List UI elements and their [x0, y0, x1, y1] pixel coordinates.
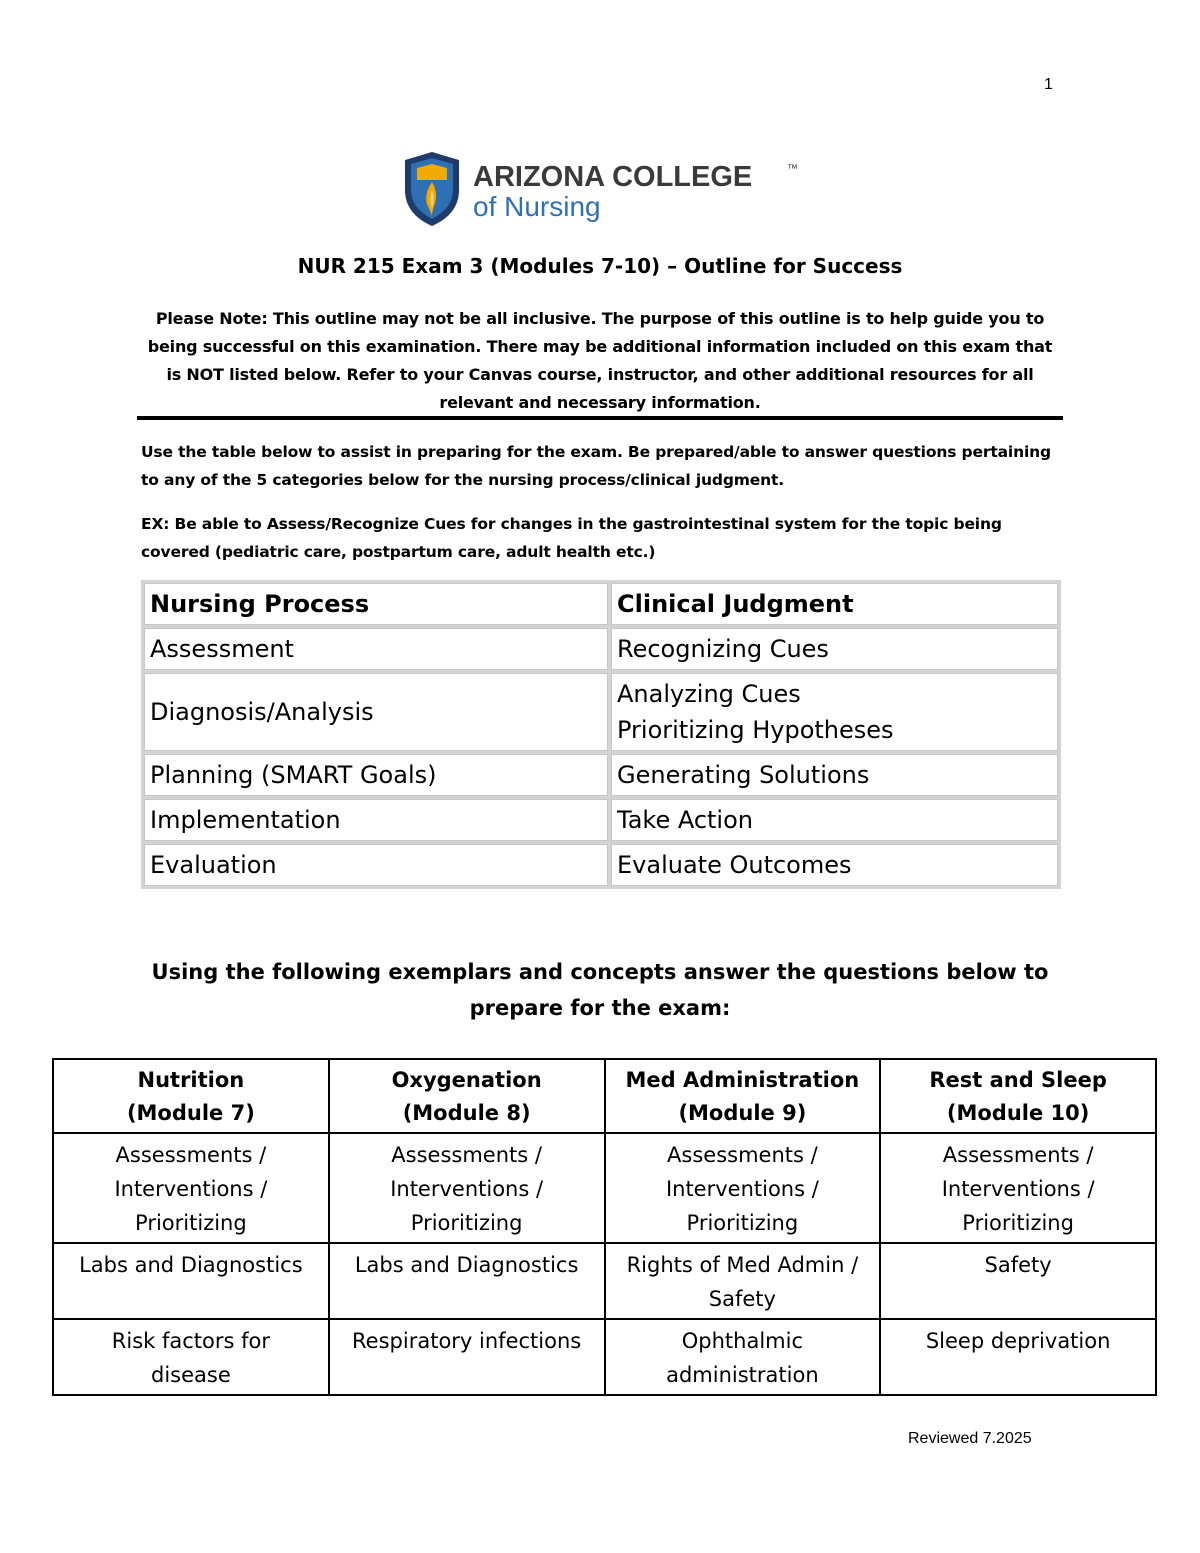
- header-rest-and-sleep: Rest and Sleep (Module 10): [880, 1059, 1156, 1133]
- table-header-row: [144, 583, 1058, 625]
- table-cell: Respiratory infections: [329, 1319, 605, 1395]
- table-cell: Safety: [880, 1243, 1156, 1319]
- college-logo: [403, 150, 803, 228]
- instruction-paragraph: Use the table below to assist in preparing for the exam. Be prepared/able to answer questions pertaining to any of the 5 categories below for the nursing process/clinical judgment.: [141, 443, 1051, 489]
- table-row: [144, 844, 1058, 886]
- review-date: Reviewed 7.2025: [908, 1430, 1032, 1447]
- table-cell: Sleep deprivation: [880, 1319, 1156, 1395]
- judgment-cell: Generating Solutions: [611, 754, 1058, 796]
- judgment-cell: Evaluate Outcomes: [611, 844, 1058, 886]
- table-cell: Labs and Diagnostics: [53, 1243, 329, 1319]
- table-row: [53, 1319, 1156, 1395]
- judgment-line: Prioritizing Hypotheses: [617, 716, 894, 744]
- table-cell: Ophthalmic administration: [605, 1319, 881, 1395]
- exemplars-table: [52, 1058, 1157, 1396]
- table-header-row: [53, 1059, 1156, 1133]
- process-cell: Assessment: [144, 628, 608, 670]
- header-clinical-judgment: Clinical Judgment: [611, 583, 1058, 625]
- divider: [137, 416, 1063, 420]
- process-cell: Diagnosis/Analysis: [144, 673, 608, 751]
- judgment-cell: Recognizing Cues: [611, 628, 1058, 670]
- header-nutrition: Nutrition (Module 7): [53, 1059, 329, 1133]
- table-row: [144, 799, 1058, 841]
- table-cell: Rights of Med Admin / Safety: [605, 1243, 881, 1319]
- judgment-line: Analyzing Cues: [617, 680, 801, 708]
- header-med-administration: Med Administration (Module 9): [605, 1059, 881, 1133]
- table-row: [53, 1133, 1156, 1243]
- process-cell: Planning (SMART Goals): [144, 754, 608, 796]
- logo-line1: ARIZONA COLLEGE: [473, 161, 753, 193]
- table-row: [144, 673, 1058, 751]
- process-cell: Evaluation: [144, 844, 608, 886]
- disclaimer-note: Please Note: This outline may not be all inclusive. The purpose of this outline is to help guide you to being successful on this examination. There may be additional information included on this exam that is NOT listed below. Refer to your Canvas course, instructor, and other additional resources for all relevant and necessary information.: [147, 309, 1053, 412]
- table-row: [144, 754, 1058, 796]
- header-nursing-process: Nursing Process: [144, 583, 608, 625]
- logo-line2: of Nursing: [473, 191, 601, 222]
- table-row: [53, 1243, 1156, 1319]
- page-number: 1: [1044, 76, 1053, 93]
- table-cell: Risk factors for disease: [53, 1319, 329, 1395]
- table-cell: Assessments / Interventions / Prioritizing: [605, 1133, 881, 1243]
- svg-text:™: ™: [787, 163, 798, 175]
- header-oxygenation: Oxygenation (Module 8): [329, 1059, 605, 1133]
- nursing-process-table: [141, 580, 1061, 889]
- table-cell: Assessments / Interventions / Prioritizing: [329, 1133, 605, 1243]
- table-row: [144, 628, 1058, 670]
- page-title: NUR 215 Exam 3 (Modules 7-10) – Outline for Success: [297, 254, 903, 278]
- table-cell: Assessments / Interventions / Prioritizing: [880, 1133, 1156, 1243]
- table-cell: Assessments / Interventions / Prioritizing: [53, 1133, 329, 1243]
- example-paragraph: EX: Be able to Assess/Recognize Cues for changes in the gastrointestinal system for the topic being covered (pediatric care, postpartum care, adult health etc.): [141, 515, 1002, 561]
- process-cell: Implementation: [144, 799, 608, 841]
- shield-icon: [405, 152, 459, 226]
- table-cell: Labs and Diagnostics: [329, 1243, 605, 1319]
- judgment-cell: [611, 673, 1058, 751]
- exemplars-heading: Using the following exemplars and concepts answer the questions below to prepare for the exam:: [151, 960, 1049, 1020]
- judgment-cell: Take Action: [611, 799, 1058, 841]
